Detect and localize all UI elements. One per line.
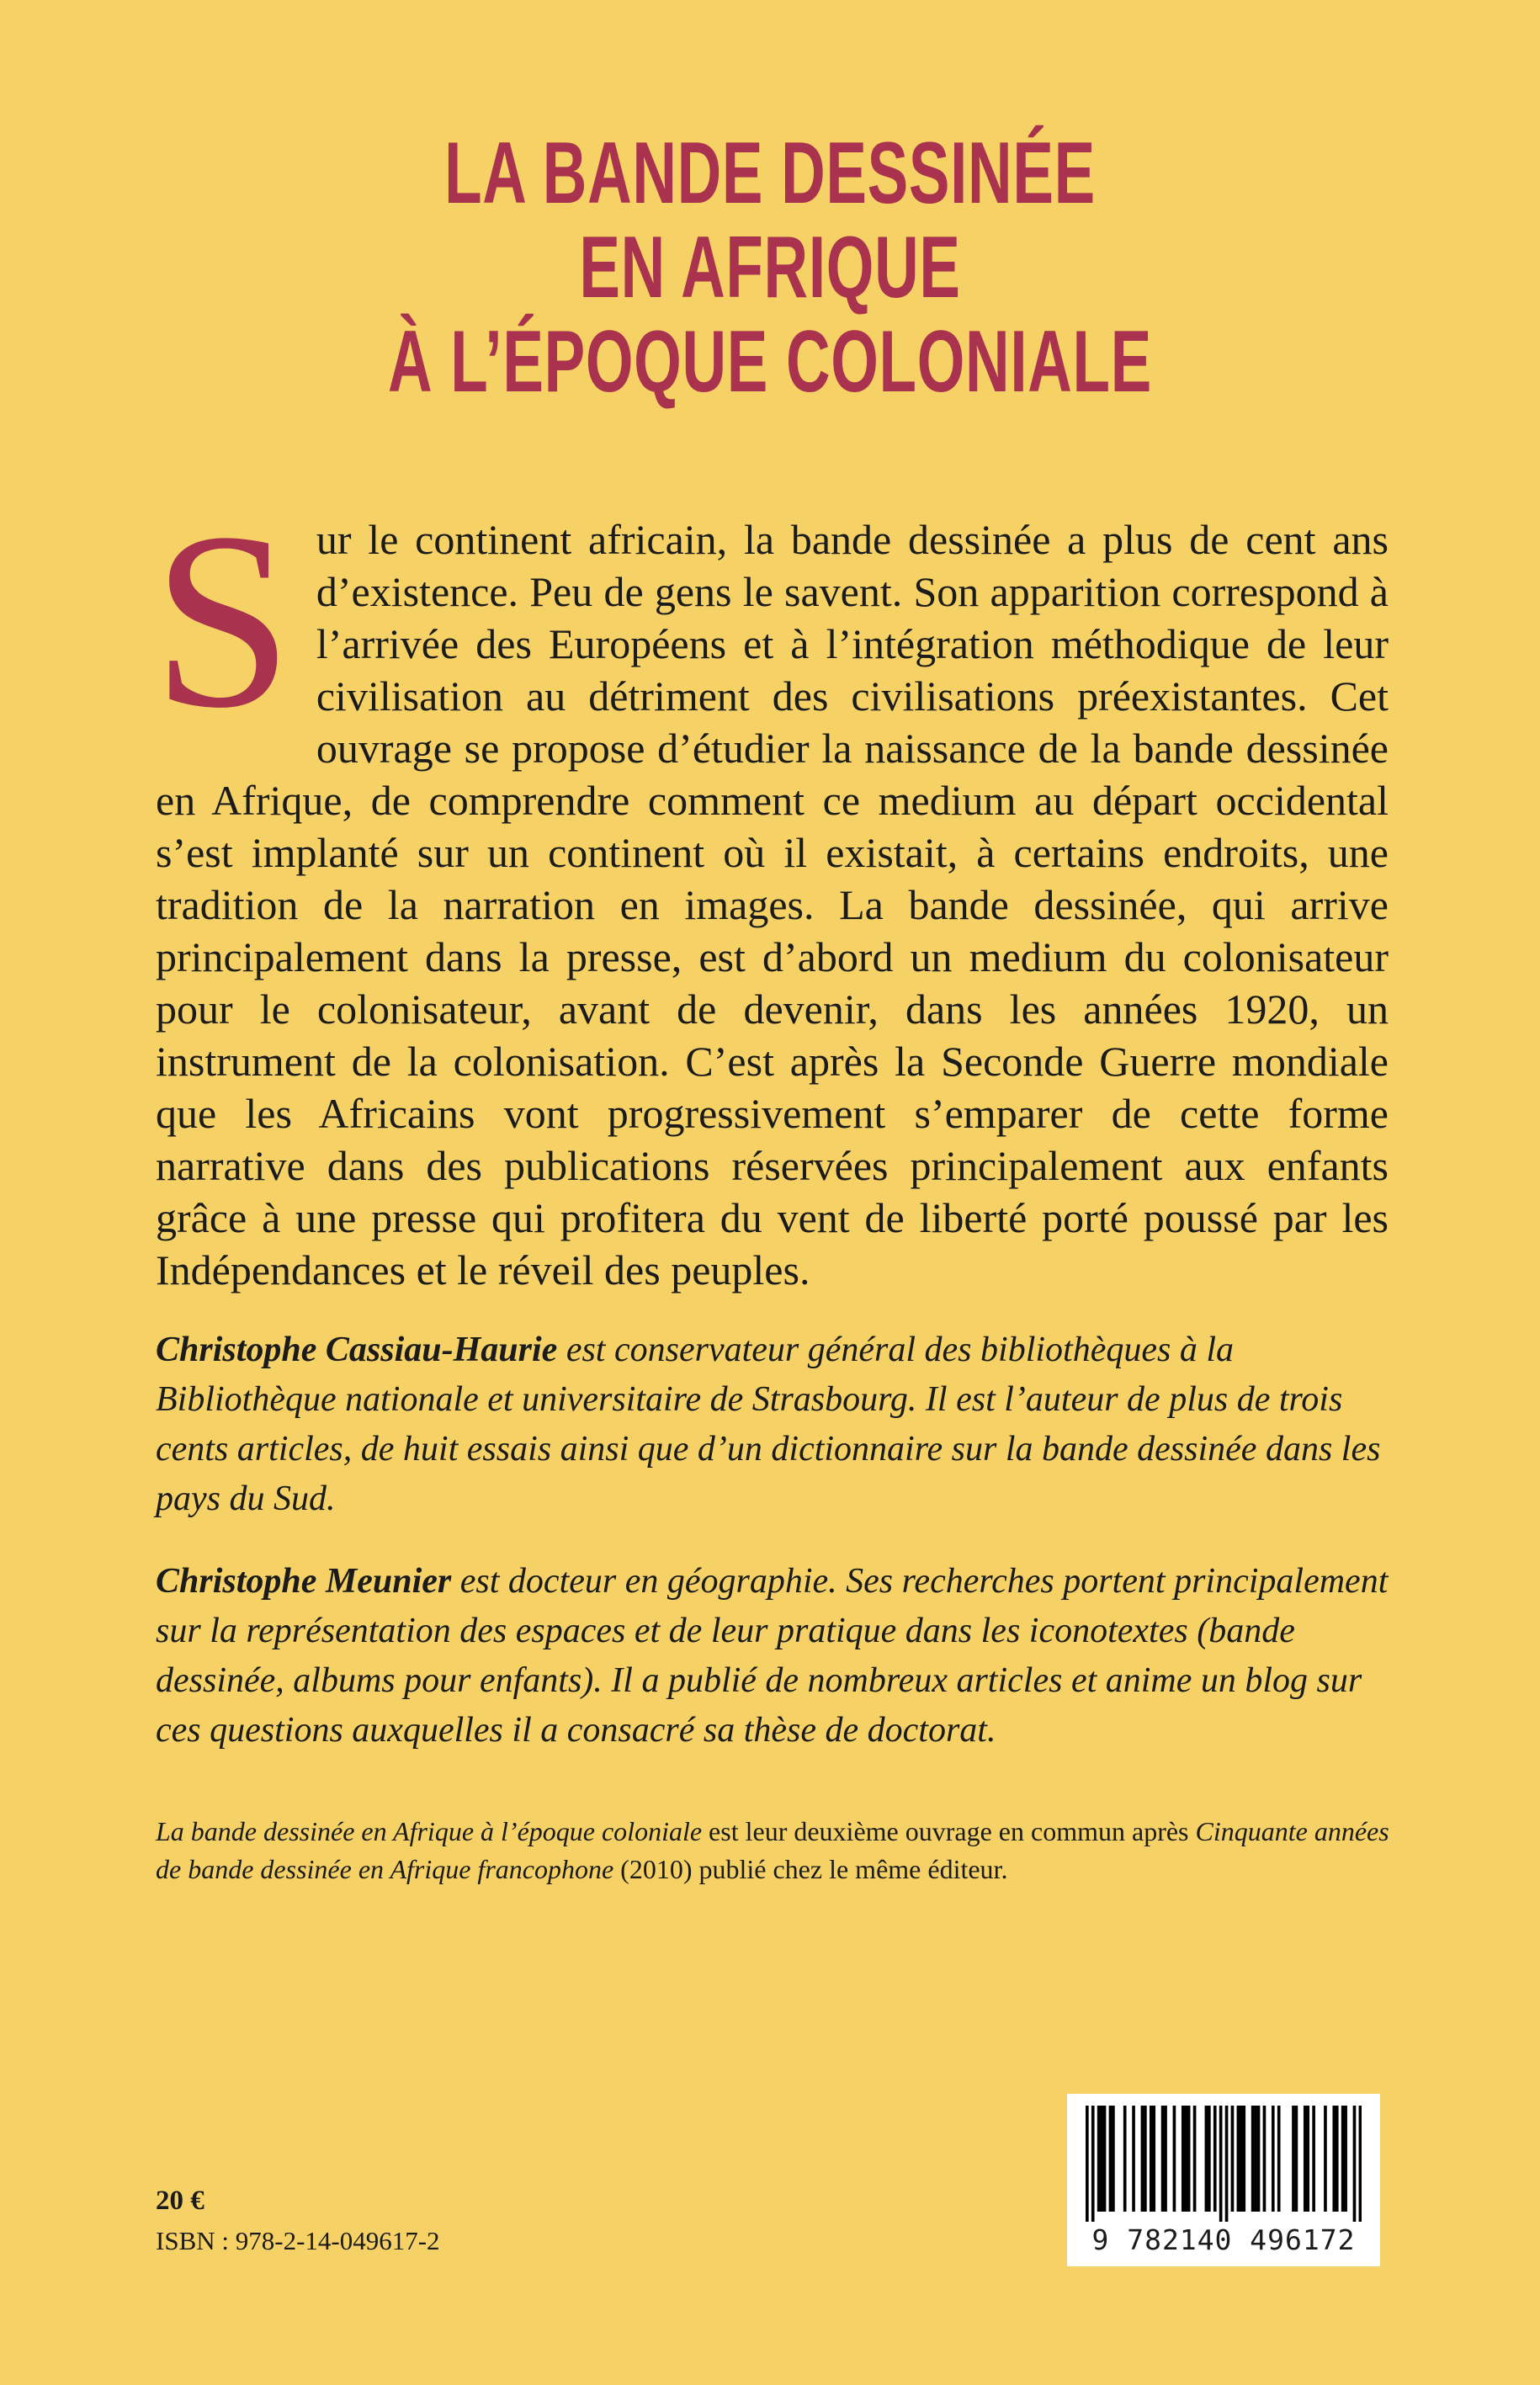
barcode-bar <box>1336 2106 1339 2212</box>
barcode-bar <box>1152 2106 1155 2212</box>
barcode-bar <box>1173 2106 1176 2212</box>
barcode-bar <box>1193 2106 1197 2212</box>
other-book-title-ref: Cinquante années de bande dessinée en Afrique francophone <box>156 1816 1389 1884</box>
barcode-bar <box>1097 2106 1101 2212</box>
barcode-bar <box>1144 2106 1147 2212</box>
title-line-3: À L’ÉPOQUE COLONIALE <box>388 313 1152 411</box>
barcode-bar <box>1324 2106 1327 2212</box>
price: 20 € <box>156 2186 204 2216</box>
summary-text: ur le continent africain, la bande dessinée a plus de cent ans d’existence. Peu de gens le savent. Son apparition correspond à l’arrivée des Européens et à l’intégration méthodique de leur civilisation au détriment des civilisations préexistantes. Cet ouvrage se propose d’étudier la naissance de la bande dessinée en Afrique, de comprendre comment ce medium au départ occidental s’est implanté sur un continent où il existait, à certains endroits, une tradition de la narration en images. La bande dessinée, qui arrive principalement dans la presse, est d’abord un medium du colonisateur pour le colonisateur, avant de devenir, dans les années 1920, un instrument de la colonisation. C’est après la Seconde Guerre mondiale que les Africains vont progressivement s’emparer de cette forme narrative dans des publications réservées principalement aux enfants grâce à une presse qui profitera du vent de liberté porté poussé par les Indépendances et le réveil des peuples. <box>156 516 1389 1293</box>
barcode-bar <box>1231 2106 1235 2212</box>
isbn: ISBN : 978-2-14-049617-2 <box>156 2226 440 2255</box>
barcode-bar <box>1353 2106 1357 2222</box>
title-line-2: EN AFRIQUE <box>579 219 961 316</box>
barcode-bar <box>1257 2106 1261 2212</box>
barcode-bar <box>1100 2106 1103 2212</box>
barcode-bar <box>1132 2106 1135 2212</box>
barcode-bar <box>1341 2106 1345 2212</box>
barcode-bar <box>1164 2106 1167 2212</box>
barcode-bar <box>1187 2106 1191 2212</box>
barcode-bar <box>1208 2106 1211 2212</box>
summary-paragraph <box>152 481 1389 1296</box>
barcode-bar <box>1251 2106 1255 2212</box>
author-name: Christophe Meunier <box>156 1562 452 1601</box>
barcode-bar <box>1205 2106 1208 2212</box>
barcode-bar <box>1112 2106 1115 2212</box>
barcode-bar <box>1182 2106 1185 2212</box>
barcode-bar <box>1161 2106 1165 2212</box>
publication-note <box>156 1813 1393 1888</box>
barcode-bar <box>1295 2106 1298 2212</box>
barcode-bar <box>1304 2106 1307 2212</box>
author-bio-text: est docteur en géographie. Ses recherches portent principalement sur la représentation des espaces et de leur pratique dans les iconotextes (bande dessinée, albums pour enfants). Il a publié de nombreux articles et anime un blog sur ces questions auxquelles il a consacré sa thèse de doctorat. <box>156 1562 1389 1750</box>
barcode-bar <box>1109 2106 1113 2212</box>
barcode-bar <box>1277 2106 1281 2212</box>
author-bio-text: est conservateur général des bibliothèques à la Bibliothèque nationale et universitaire de Strasbourg. Il est l’auteur de plus de trois cents articles, de huit essais ainsi que d’un dictionnaire sur la bande dessinée dans les pays du Sud. <box>156 1331 1381 1518</box>
barcode-bar <box>1359 2106 1362 2222</box>
barcode-bar <box>1091 2106 1095 2222</box>
barcode-bar <box>1292 2106 1295 2212</box>
barcode-bar <box>1254 2106 1257 2212</box>
barcode-bar <box>1219 2106 1223 2222</box>
barcode-bar <box>1272 2106 1275 2212</box>
barcode-bar <box>1225 2106 1229 2222</box>
author-bio-meunier <box>156 1557 1389 1756</box>
barcode-bar <box>1213 2106 1217 2212</box>
barcode <box>1067 2094 1380 2266</box>
note-middle: est leur deuxième ouvrage en commun après <box>702 1816 1196 1846</box>
book-title <box>0 126 1540 409</box>
barcode-bar <box>1103 2106 1107 2212</box>
drop-cap: S <box>152 481 293 760</box>
barcode-bar <box>1237 2106 1240 2212</box>
barcode-bar <box>1240 2106 1243 2212</box>
barcode-bar <box>1344 2106 1347 2212</box>
barcode-bar <box>1332 2106 1336 2212</box>
title-line-1: LA BANDE DESSINÉE <box>444 125 1096 222</box>
barcode-bar <box>1312 2106 1315 2212</box>
barcode-digits: 9 782140 496172 <box>1091 2223 1356 2256</box>
book-title-ref: La bande dessinée en Afrique à l’époque coloniale <box>156 1816 703 1846</box>
author-bio-cassiau-haurie <box>156 1325 1389 1524</box>
barcode-bar <box>1086 2106 1089 2222</box>
barcode-bar <box>1123 2106 1127 2212</box>
barcode-bar <box>1242 2106 1245 2212</box>
barcode-bars <box>1086 2106 1362 2222</box>
barcode-bar <box>1150 2106 1153 2212</box>
author-name: Christophe Cassiau-Haurie <box>156 1331 558 1369</box>
barcode-bar <box>1306 2106 1309 2212</box>
note-end: (2010) publié chez le même éditeur. <box>613 1854 1008 1884</box>
barcode-bar <box>1141 2106 1144 2212</box>
barcode-bar <box>1263 2106 1267 2212</box>
barcode-bar <box>1184 2106 1187 2212</box>
